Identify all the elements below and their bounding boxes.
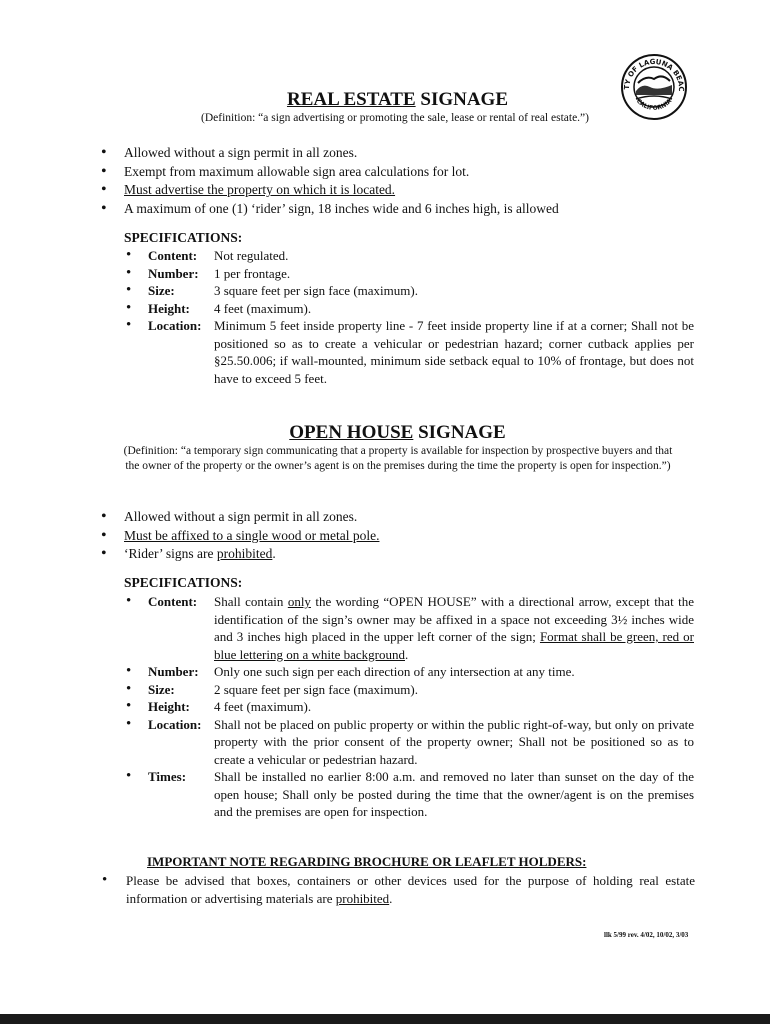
important-note-heading: IMPORTANT NOTE REGARDING BROCHURE OR LEAFLET HOLDERS: bbox=[147, 854, 587, 869]
spec-text: Shall contain only the wording “OPEN HOUSE” with a directional arrow, except that the identification of the sign’s owner may be affixed in a space not exceeding 3½ inches wide and 3 inches high placed in the upper left corner of the sign; Format shall be green, red or blue lettering on a white background. bbox=[214, 594, 694, 662]
spec-label: Height: bbox=[148, 699, 190, 714]
spec-text: 1 per frontage. bbox=[214, 265, 291, 281]
spec-row: • Content: Shall contain only the wording “OPEN HOUSE” with a directional arrow, except that the identification of the sign’s owner may be affixed in a space not exceeding 3½ inches wide and 3 inches high placed in the upper left corner of the sign; Format shall be green, red or blue lettering on a white background. bbox=[126, 593, 694, 662]
spec-row: • Times: Shall be installed no earlier 8:00 a.m. and removed no later than sunset on the day of the open house; Shall only be posted during the time that the owner/agent is on the premises and the premises are open for inspection. bbox=[126, 768, 694, 819]
spec-text: Only one such sign per each direction of any intersection at any time. bbox=[214, 664, 575, 679]
open-house-title: OPEN HOUSE SIGNAGE bbox=[289, 422, 506, 443]
scan-edge-bar bbox=[0, 1014, 770, 1024]
spec-label: Size: bbox=[148, 283, 175, 298]
seal-bottom-text: CALIFORNIA bbox=[634, 97, 674, 112]
spec-row: • Size: 3 square feet per sign face (maximum). bbox=[124, 282, 694, 300]
svg-text:CITY OF LAGUNA BEACH bbox=[620, 53, 685, 92]
spec-text: Shall be installed no earlier 8:00 a.m. and removed no later than sunset on the day of the open house; Shall only be posted during the time that the owner/agent is on the premises and the premises are open for inspection. bbox=[214, 769, 694, 819]
spec-text: 4 feet (maximum). bbox=[214, 300, 312, 316]
spec-row: • Content: Not regulated. bbox=[124, 247, 694, 265]
real-estate-bullet-list bbox=[100, 144, 559, 218]
spec-text: Minimum 5 feet inside property line - 7 feet inside property line if at a corner; Shall not be positioned so as to create a vehicular or pedestrian hazard; corner cutback applies per §25.50.006; if wall-mounted, minimum side setback equal to 10% of frontage, but does not have to exceed 5 feet. bbox=[214, 318, 694, 386]
spec-label: Location: bbox=[148, 716, 202, 732]
list-item: • ‘Rider’ signs are prohibited. bbox=[100, 545, 379, 564]
real-estate-spec-list bbox=[124, 247, 694, 387]
open-house-spec-heading: SPECIFICATIONS: bbox=[124, 575, 243, 590]
spec-label: Height: bbox=[148, 300, 190, 316]
spec-row: • Height: 4 feet (maximum). bbox=[124, 300, 694, 318]
spec-text: 4 feet (maximum). bbox=[214, 699, 312, 714]
list-item: • Must be affixed to a single wood or metal pole. bbox=[100, 527, 379, 546]
open-house-spec-list bbox=[124, 593, 694, 821]
spec-row: • Height: 4 feet (maximum). bbox=[124, 698, 694, 716]
list-item: • Must advertise the property on which it is located. bbox=[100, 181, 559, 200]
list-item: • Allowed without a sign permit in all zones. bbox=[100, 508, 379, 527]
spec-label: Size: bbox=[148, 681, 175, 697]
seal-top-text: TY OF LAGUNA BEAC bbox=[622, 57, 686, 92]
spec-label: Location: bbox=[148, 318, 202, 333]
real-estate-definition: (Definition: “a sign advertising or promoting the sale, lease or rental of real estate.”) bbox=[201, 112, 589, 124]
spec-row: • Location: Minimum 5 feet inside property line - 7 feet inside property line if at a corner; Shall not be positioned so as to create a vehicular or pedestrian hazard; corner cutback applies per §25.50.006; if wall-mounted, minimum side setback equal to 10% of frontage, but does not have to exceed 5 feet. bbox=[126, 317, 694, 386]
spec-label: Number: bbox=[148, 664, 199, 679]
spec-row: • Location: Shall not be placed on public property or within the public right-of-way, but only on private property with the prior consent of the property owner; Shall not be positioned so as to create a vehicular or pedestrian hazard. bbox=[126, 715, 694, 767]
spec-label: Content: bbox=[148, 594, 198, 609]
open-house-definition: (Definition: “a temporary sign communicating that a property is available for inspection by prospective buyers and that the owner of the property or the owner’s agent is on the premises during the time the property is open for inspection.”) bbox=[123, 445, 673, 472]
important-note-text: Please be advised that boxes, containers or other devices used for the purpose of holding real estate information or advertising materials are prohibited. bbox=[126, 873, 695, 906]
spec-row: • Number: Only one such sign per each direction of any intersection at any time. bbox=[124, 663, 694, 681]
open-house-bullet-list bbox=[100, 508, 379, 564]
real-estate-spec-heading: SPECIFICATIONS: bbox=[124, 230, 243, 245]
spec-row: • Number: 1 per frontage. bbox=[124, 265, 694, 283]
list-item: • Exempt from maximum allowable sign area calculations for lot. bbox=[100, 163, 559, 182]
spec-text: 3 square feet per sign face (maximum). bbox=[214, 283, 418, 298]
spec-text: Shall not be placed on public property or within the public right-of-way, but only on private property with the prior consent of the property owner; Shall not be positioned so as to create a vehicular or pedestrian hazard. bbox=[214, 716, 694, 767]
spec-label: Content: bbox=[148, 248, 198, 263]
list-item: • A maximum of one (1) ‘rider’ sign, 18 inches wide and 6 inches high, is allowed bbox=[100, 200, 559, 219]
important-note: • Please be advised that boxes, containers or other devices used for the purpose of holding real estate information or advertising materials are prohibited. bbox=[102, 872, 695, 906]
spec-text: 2 square feet per sign face (maximum). bbox=[214, 681, 418, 697]
spec-label: Times: bbox=[148, 769, 187, 784]
spec-label: Number: bbox=[148, 265, 199, 281]
revision-code: llk 5/99 rev. 4/02, 10/02, 3/03 bbox=[604, 931, 689, 939]
spec-text: Not regulated. bbox=[214, 248, 289, 263]
spec-row: • Size: 2 square feet per sign face (maximum). bbox=[124, 681, 694, 699]
list-item: • Allowed without a sign permit in all zones. bbox=[100, 144, 559, 163]
real-estate-title: REAL ESTATE SIGNAGE bbox=[286, 89, 509, 110]
